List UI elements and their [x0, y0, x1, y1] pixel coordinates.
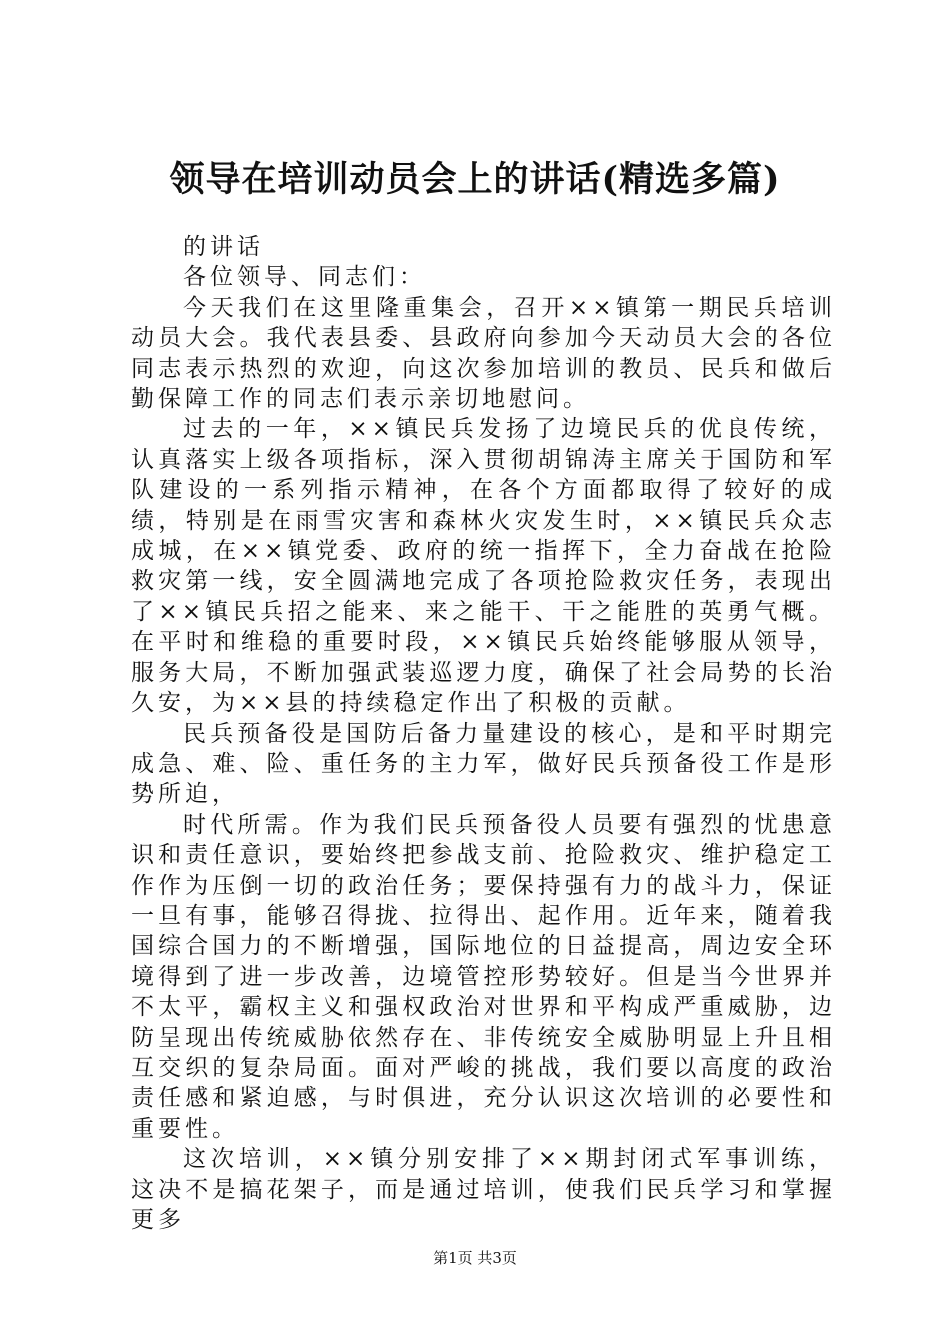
paragraph: 过去的一年，××镇民兵发扬了边境民兵的优良传统，认真落实上级各项指标，深入贯彻胡锦涛主席关于国防和军队建设的一系列指示精神，在各个方面都取得了较好的成绩，特别是在雨雪灾害和森林火灾发生时，××镇民兵众志成城，在××镇党委、政府的统一指挥下，全力奋战在抢险救灾第一线，安全圆满地完成了各项抢险救灾任务，表现出了××镇民兵招之能来、来之能干、干之能胜的英勇气概。在平时和维稳的重要时段，××镇民兵始终能够服从领导，服务大局，不断加强武装巡逻力度，确保了社会局势的长治久安，为××县的持续稳定作出了积极的贡献。 [131, 416, 836, 717]
document-title: 领导在培训动员会上的讲话(精选多篇) [169, 159, 781, 200]
paragraph: 各位领导、同志们： [183, 264, 426, 291]
page-number-footer: 第1页 共3页 [433, 1249, 517, 1267]
paragraph: 时代所需。作为我们民兵预备役人员要有强烈的忧患意识和责任意识，要始终把参战支前、抢险救灾、维护稳定工作作为压倒一切的政治任务；要保持强有力的战斗力，保证一旦有事，能够召得拢、拉得出、起作用。近年来，随着我国综合国力的不断增强，国际地位的日益提高，周边安全环境得到了进一步改善，边境管控形势较好。但是当今世界并不太平，霸权主义和强权政治对世界和平构成严重威胁，边防呈现出传统威胁依然存在、非传统安全威胁明显上升且相互交织的复杂局面。面对严峻的挑战，我们要以高度的政治责任感和紧迫感，与时俱进，充分认识这次培训的必要性和重要性。 [131, 811, 836, 1142]
paragraph: 今天我们在这里隆重集会，召开××镇第一期民兵培训动员大会。我代表县委、县政府向参加今天动员大会的各位同志表示热烈的欢迎，向这次参加培训的教员、民兵和做后勤保障工作的同志们表示亲切地慰问。 [131, 294, 836, 413]
paragraph: 的讲话 [183, 234, 264, 260]
paragraph: 这次培训，××镇分别安排了××期封闭式军事训练，这决不是搞花架子，而是通过培训，使我们民兵学习和掌握更多 [131, 1146, 836, 1233]
paragraph: 民兵预备役是国防后备力量建设的核心，是和平时期完成急、难、险、重任务的主力军，做好民兵预备役工作是形势所迫， [131, 720, 836, 808]
document-body [131, 232, 836, 1235]
